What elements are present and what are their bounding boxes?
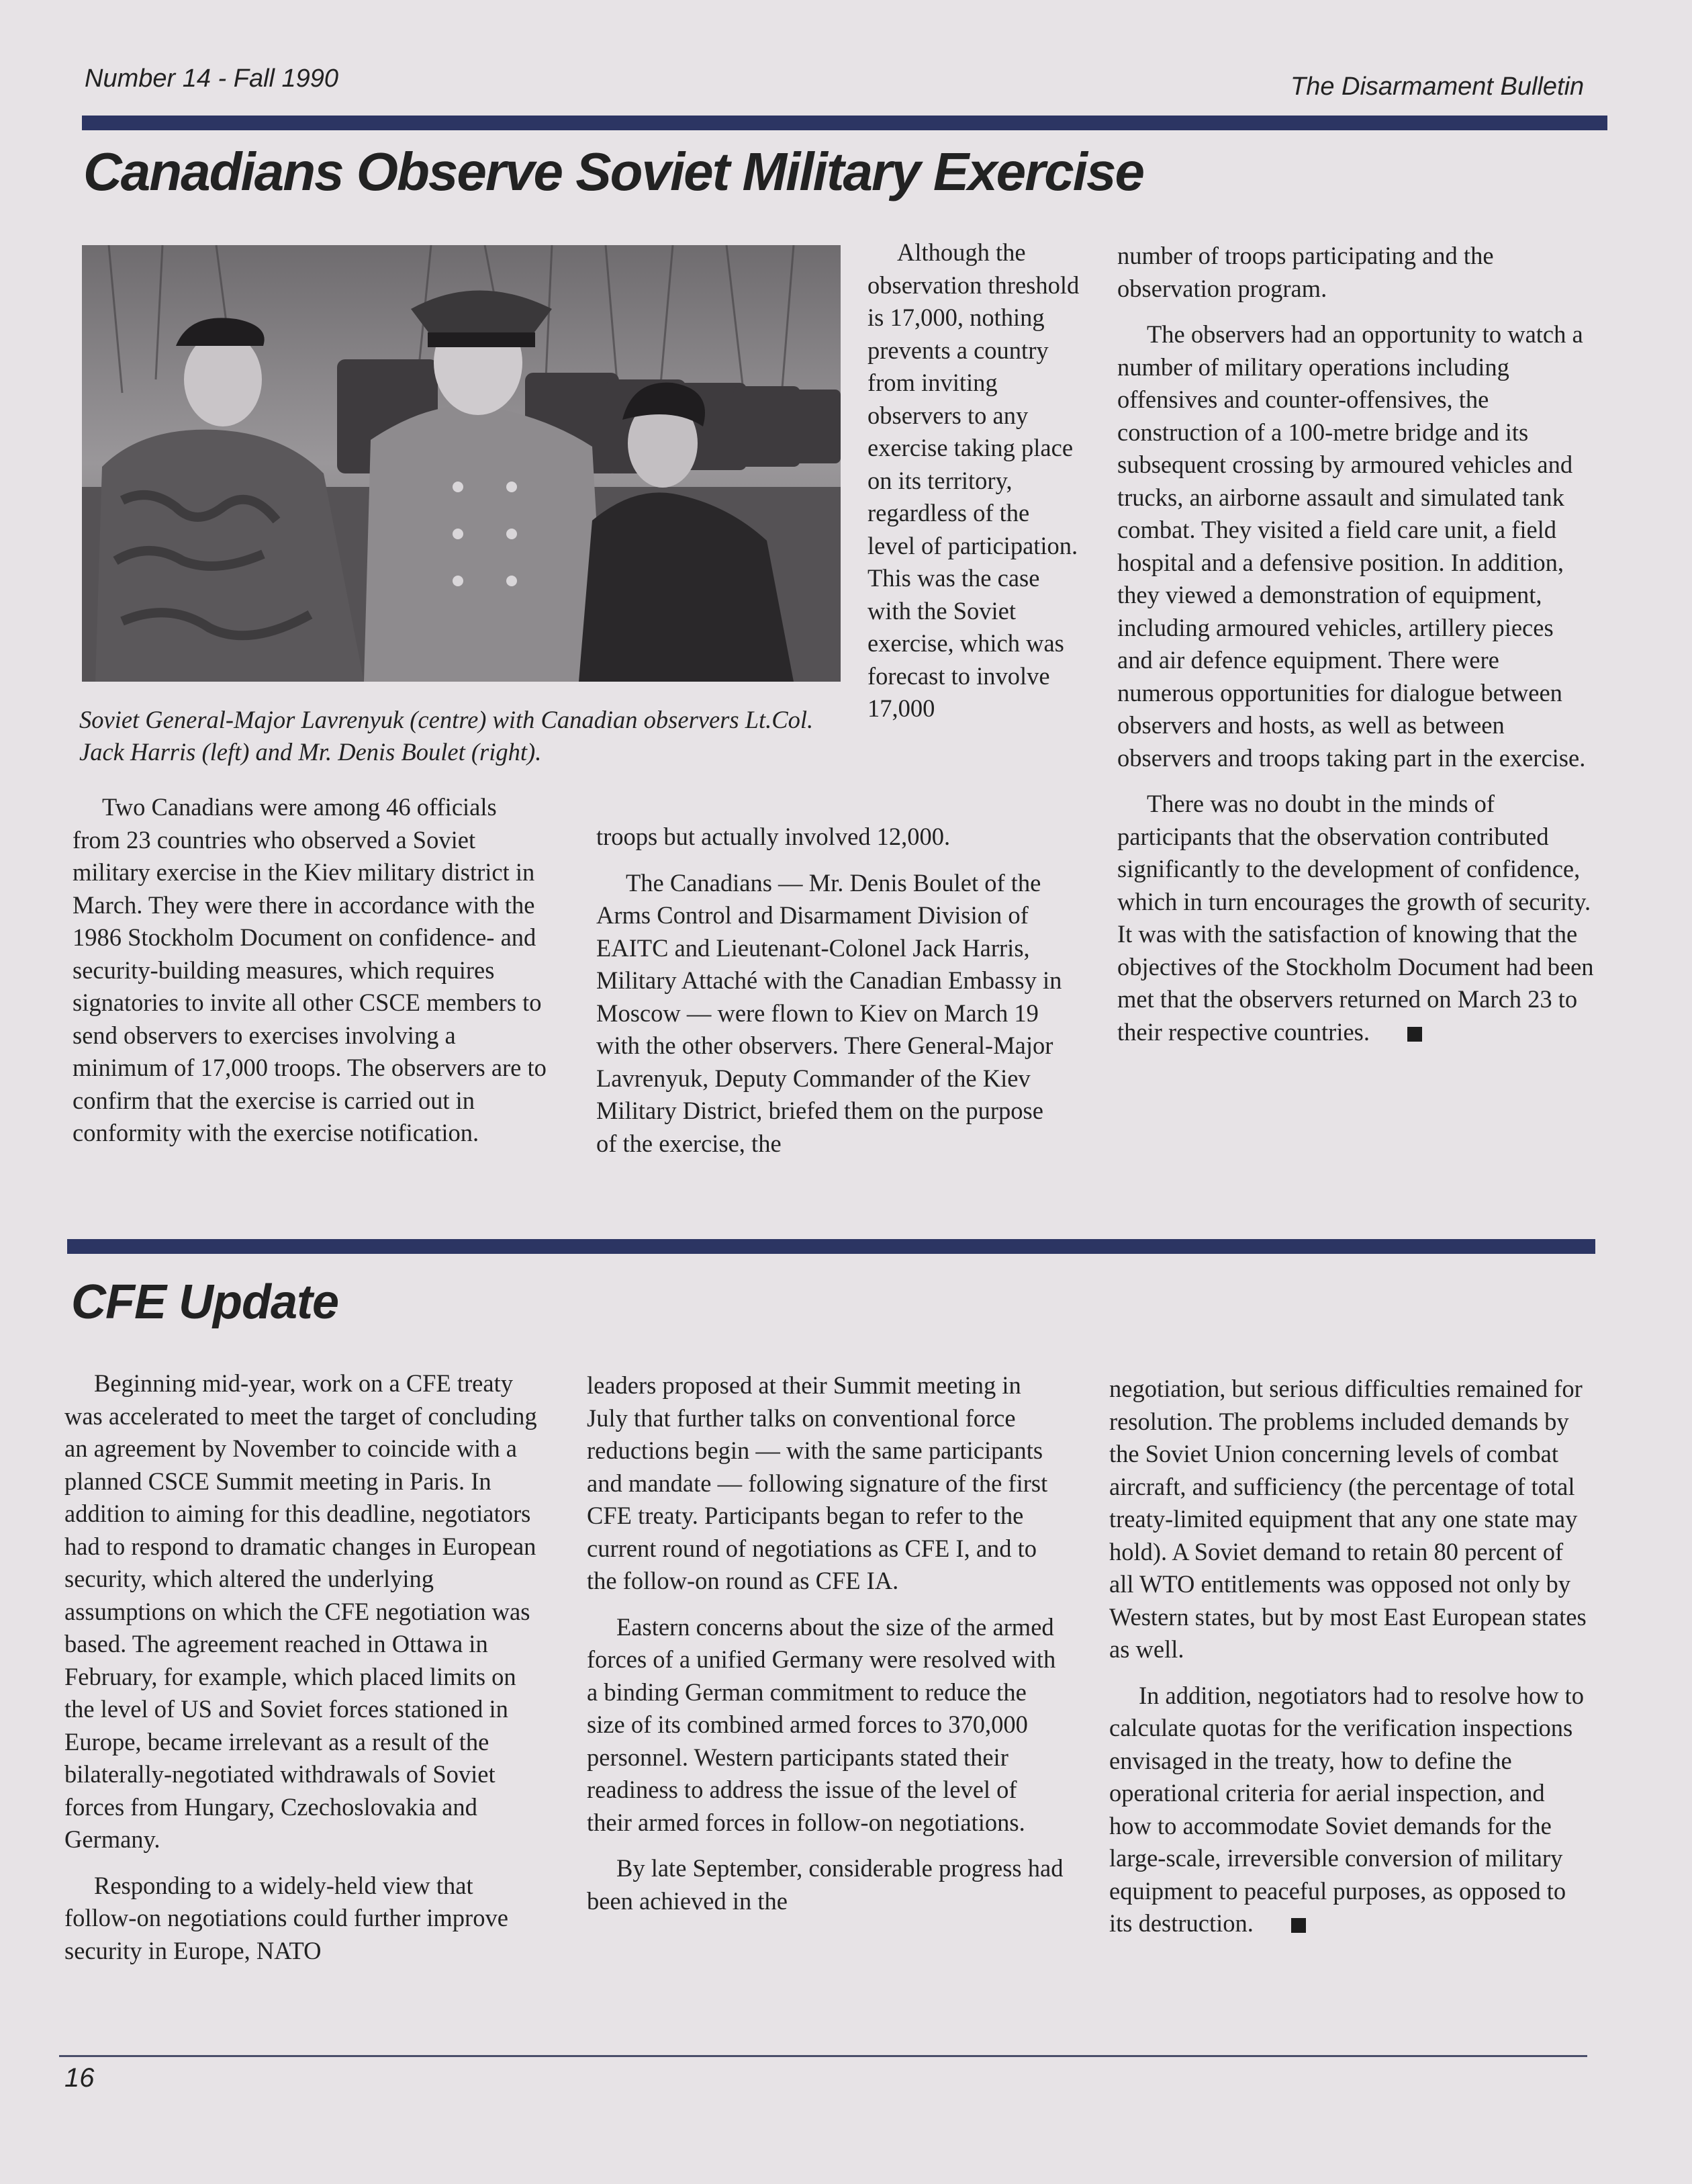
paragraph: Beginning mid-year, work on a CFE treaty was accelerated to meet the target of concluding an agreement by November to coincide with a planned CSCE Summit meeting in Paris. In addition to aiming for this deadline, negotiators had to respond to dramatic changes in European security, which altered the underlying assumptions on which the CFE negotiation was based. The agreement reached in Ottawa in February, for example, which placed limits on the level of US and Soviet forces stationed in Europe, became irrelevant as a result of the bilaterally-negotiated withdrawals of Soviet forces from Hungary, Czechoslovakia and Germany. [64,1369,537,1853]
article-title: Canadians Observe Soviet Military Exercise [83,142,1144,201]
paragraph: The observers had an opportunity to watch a number of military operations including offensives and counter-offensives, the construction of a 100-metre bridge and its subsequent crossing by armoured vehicles and trucks, an airborne assault and simulated tank combat. They visited a field care unit, a field hospital and a defensive position. In addition, they viewed a demonstration of equipment, including armoured vehicles, artillery pieces and air defence equipment. There were numerous opportunities for dialogue between observers and hosts, as well as between observers and troops taking part in the exercise. [1117,320,1586,772]
article2-column-2 [587,1369,1067,1931]
publication-name: The Disarmament Bulletin [1290,73,1585,101]
paragraph: Eastern concerns about the size of the armed forces of a unified Germany were resolved with a binding German commitment to reduce the size of its combined armed forces to 370,000 personnel. Western participants stated their readiness to address the issue of the level of their armed forces in follow-on negotiations. [587,1612,1056,1836]
paragraph: The Canadians — Mr. Denis Boulet of the Arms Control and Disarmament Division of EAITC and Lieutenant-Colonel Jack Harris, Military Attaché with the Canadian Embassy in Moscow — were flown to Kiev on March 19 with the other observers. There General-Major Lavrenyuk, Deputy Commander of the Kiev Military District, briefed them on the purpose of the exercise, the [596,868,1062,1157]
paragraph-text: There was no doubt in the minds of participants that the observation contributed significantly to the development of confidence, which in turn encourages the growth of security. It was with the satisfaction of knowing that the objectives of the Stockholm Document had been met that the observers returned on March 23 to their respective countries. [1117,790,1594,1046]
photo-caption: Soviet General-Major Lavrenyuk (centre) with Canadian observers Lt.Col. Jack Harris (left) and Mr. Denis Boulet (right). [79,706,814,766]
paragraph: troops but actually involved 12,000. [596,823,951,850]
article1-column-3 [1117,240,1594,1062]
article2-column-1 [64,1367,551,1981]
footer-rule [59,2055,1587,2057]
paragraph: Two Canadians were among 46 officials from 23 countries who observed a Soviet military exercise in the Kiev military district in March. They were there in accordance with the 1986 Stockholm Document on confidence- and security-building measures, which requires signatories to invite all other CSCE members to send observers to exercises involving a minimum of 17,000 troops. The observers are to confirm that the exercise is carried out in conformity with the exercise notification. [73,793,547,1146]
article-photo [82,245,841,682]
article1-column-2-wrap [867,236,1081,739]
paragraph: By late September, considerable progress had been achieved in the [587,1854,1064,1915]
section-rule [67,1239,1595,1254]
paragraph-text: In addition, negotiators had to resolve how to calculate quotas for the verification inspections envisaged in the treaty, how to define the operational criteria for aerial inspection, and how to accommodate Soviet demands for the large-scale, irreversible conversion of military equipment to peaceful purposes, as opposed to its destruction. [1109,1681,1584,1937]
paragraph: number of troops participating and the observation program. [1117,242,1494,302]
article2-column-3 [1109,1373,1593,1954]
article1-column-2 [596,821,1066,1173]
end-mark-icon [1407,1027,1422,1042]
article-title: CFE Update [71,1275,339,1329]
paragraph: leaders proposed at their Summit meeting in July that further talks on conventional force reductions begin — with the same participants and mandate — following signature of the first CFE treaty. Participants began to refer to the current round of negotiations as CFE I, and to the follow-on round as CFE IA. [587,1371,1048,1594]
article1-column-1 [73,791,549,1163]
paragraph [1117,788,1594,1048]
paragraph: negotiation, but serious difficulties remained for resolution. The problems included demands by the Soviet Union concerning levels of combat aircraft, and sufficiency (the percentage of total treaty-limited equipment that any one state may hold). A Soviet demand to retain 80 percent of all WTO entitlements was opposed not only by Western states, but by most East European states as well. [1109,1375,1587,1663]
paragraph: Although the observation threshold is 17,000, nothing prevents a country from inviting observers to any exercise taking place on its territory, regardless of the level of participation. This was the case with the Soviet exercise, which was forecast to involve 17,000 [867,238,1080,722]
paragraph: Responding to a widely-held view that follow-on negotiations could further improve security in Europe, NATO [64,1871,508,1964]
header-rule [82,116,1607,130]
end-mark-icon [1291,1918,1306,1933]
issue-label: Number 14 - Fall 1990 [85,64,339,93]
page-number: 16 [64,2063,95,2093]
paragraph [1109,1680,1593,1940]
